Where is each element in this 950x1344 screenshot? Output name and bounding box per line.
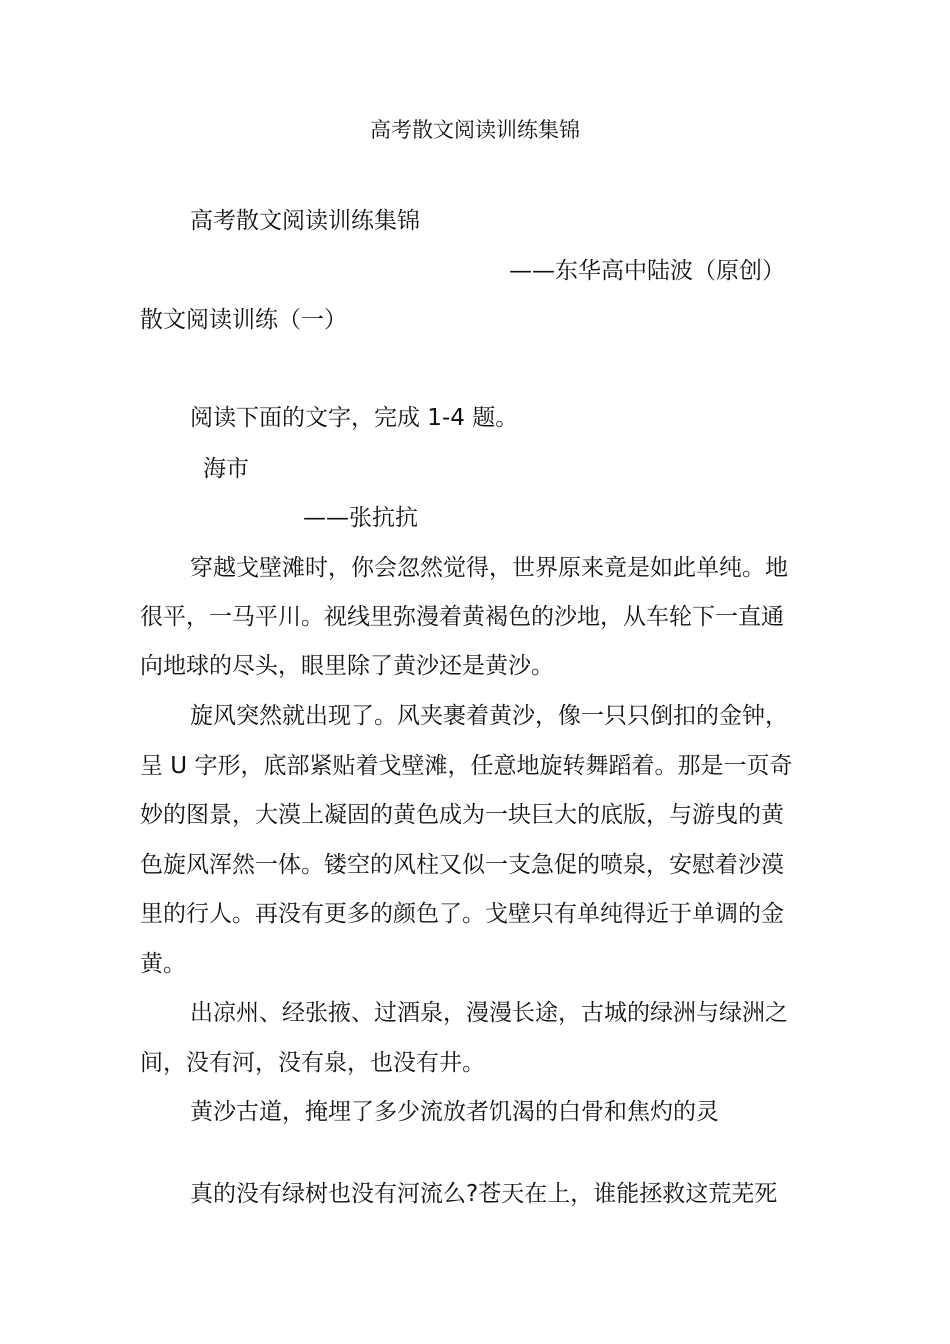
paragraph-line: 黄。 xyxy=(140,951,186,977)
byline: ——东华高中陆波（原创） xyxy=(509,258,785,284)
paragraph-line: 色旋风浑然一体。镂空的风柱又似一支急促的喷泉，安慰着沙漠 xyxy=(140,852,784,878)
paragraph-line: 出凉州、经张掖、过酒泉，漫漫长途，古城的绿洲与绿洲之 xyxy=(190,1000,788,1026)
section-title: 散文阅读训练（一） xyxy=(140,307,347,333)
paragraph-line: 黄沙古道，掩埋了多少流放者饥渴的白骨和焦灼的灵 xyxy=(190,1099,719,1125)
paragraph-line: 里的行人。再没有更多的颜色了。戈壁只有单纯得近于单调的金 xyxy=(140,901,784,927)
paragraph-line: 穿越戈壁滩时，你会忽然觉得，世界原来竟是如此单纯。地 xyxy=(190,555,788,581)
paragraph-line: 妙的图景，大漠上凝固的黄色成为一块巨大的底版，与游曳的黄 xyxy=(140,802,784,828)
instruction: 阅读下面的文字，完成 1-4 题。 xyxy=(190,405,519,431)
paragraph-line: 间，没有河，没有泉，也没有井。 xyxy=(140,1050,485,1076)
page-title: 高考散文阅读训练集锦 xyxy=(370,118,580,142)
paragraph-line: 真的没有绿树也没有河流么?苍天在上，谁能拯救这荒芜死 xyxy=(190,1181,778,1207)
paragraph-line: 旋风突然就出现了。风夹裹着黄沙，像一只只倒扣的金钟， xyxy=(190,703,788,729)
article-author: ——张抗抗 xyxy=(303,505,418,531)
paragraph-line: 很平，一马平川。视线里弥漫着黄褐色的沙地，从车轮下一直通 xyxy=(140,604,784,630)
paragraph-line: 呈 U 字形，底部紧贴着戈壁滩，任意地旋转舞蹈着。那是一页奇 xyxy=(140,753,793,779)
document-heading: 高考散文阅读训练集锦 xyxy=(190,208,420,234)
article-title: 海市 xyxy=(203,456,249,482)
paragraph-line: 向地球的尽头，眼里除了黄沙还是黄沙。 xyxy=(140,653,554,679)
